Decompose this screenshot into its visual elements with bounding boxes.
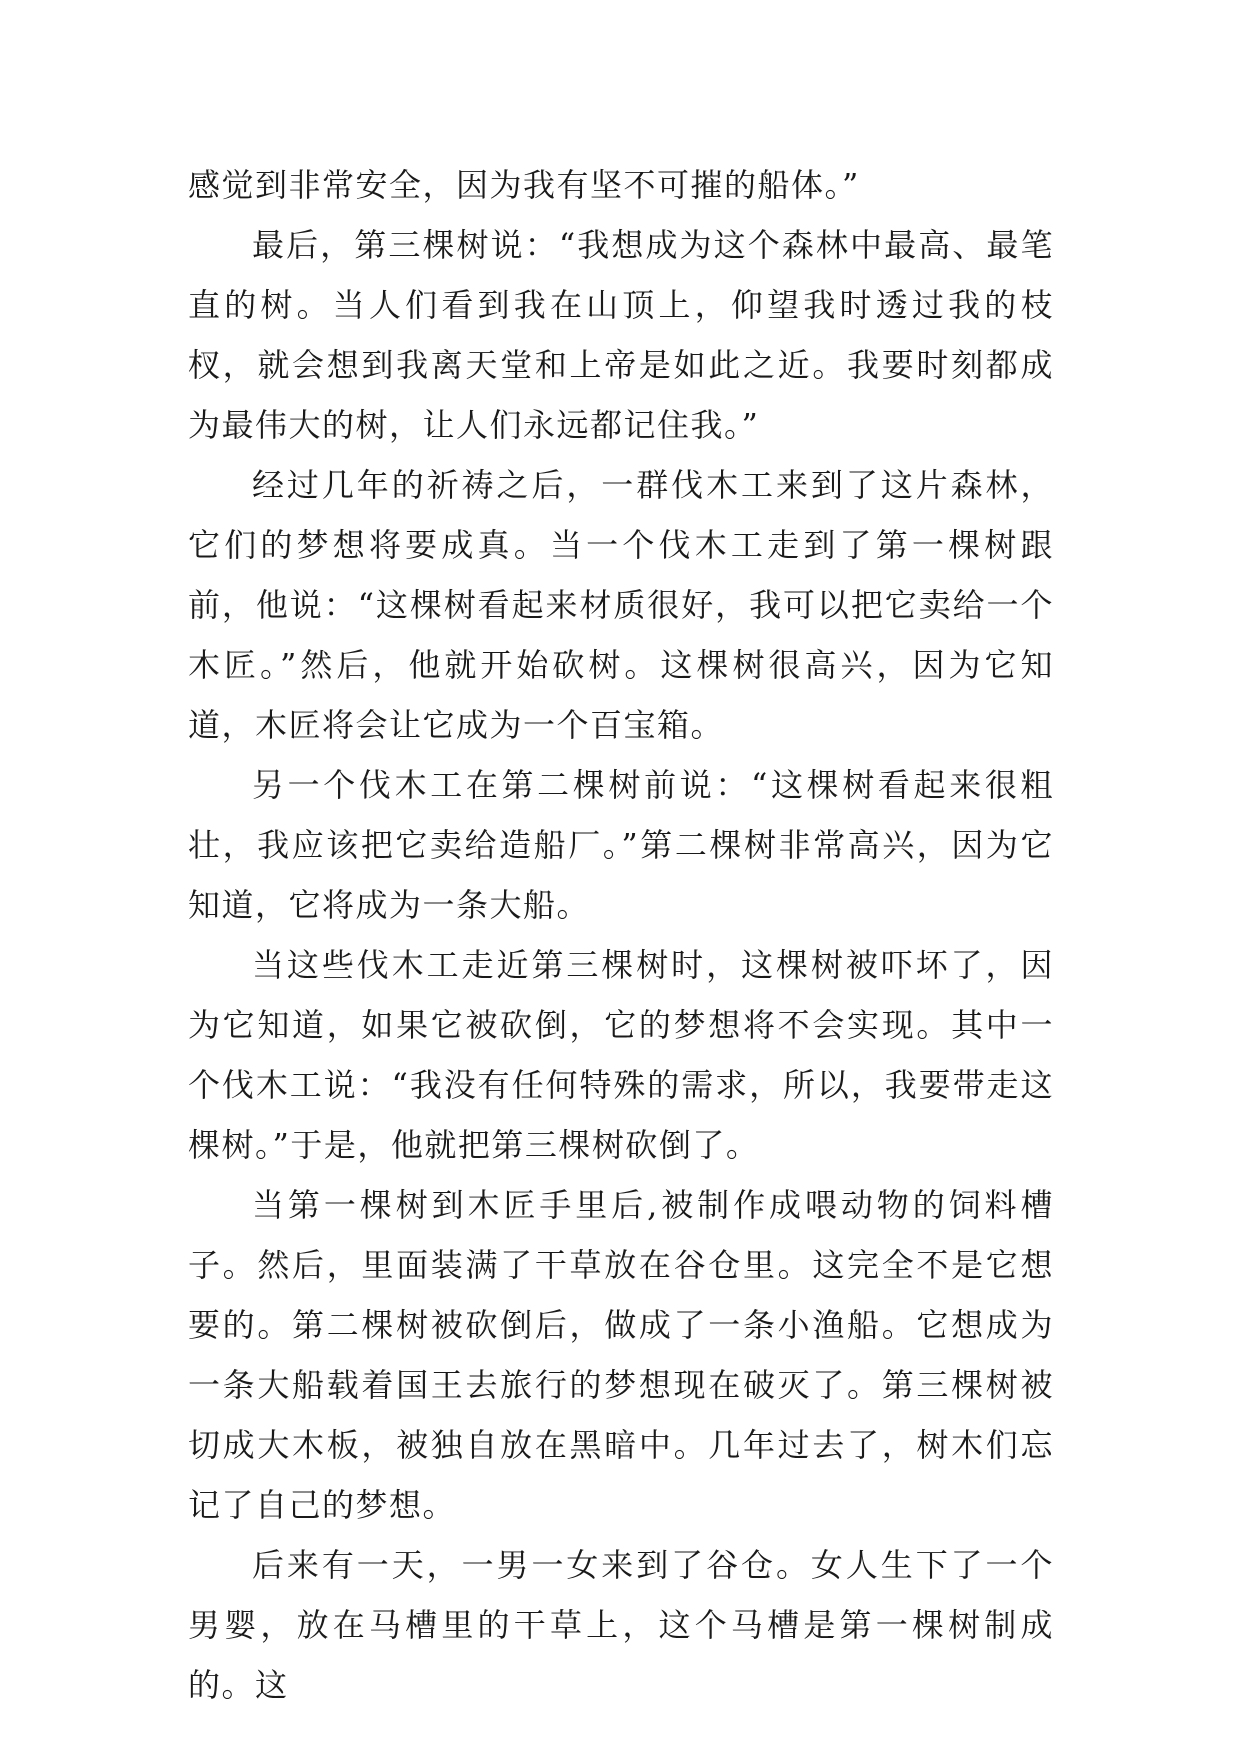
paragraph-continuation: 感觉到非常安全，因为我有坚不可摧的船体。” xyxy=(188,166,860,204)
paragraph: 后来有一天，一男一女来到了谷仓。女人生下了一个男婴，放在马槽里的干草上，这个马槽是第一棵树制成的。这 xyxy=(188,1546,1054,1704)
paragraph: 当这些伐木工走近第三棵树时，这棵树被吓坏了，因为它知道，如果它被砍倒，它的梦想将不会实现。其中一个伐木工说：“我没有任何特殊的需求，所以，我要带走这棵树。”于是，他就把第三棵树砍倒了。 xyxy=(188,946,1054,1164)
paragraph: 经过几年的祈祷之后，一群伐木工来到了这片森林，它们的梦想将要成真。当一个伐木工走到了第一棵树跟前，他说：“这棵树看起来材质很好，我可以把它卖给一个木匠。”然后，他就开始砍树。这棵树很高兴，因为它知道，木匠将会让它成为一个百宝箱。 xyxy=(188,466,1054,744)
document-body xyxy=(188,155,1054,1715)
paragraph: 最后，第三棵树说：“我想成为这个森林中最高、最笔直的树。当人们看到我在山顶上，仰望我时透过我的枝杈，就会想到我离天堂和上帝是如此之近。我要时刻都成为最伟大的树，让人们永远都记住我。” xyxy=(188,226,1054,444)
paragraph: 当第一棵树到木匠手里后,被制作成喂动物的饲料槽子。然后，里面装满了干草放在谷仓里。这完全不是它想要的。第二棵树被砍倒后，做成了一条小渔船。它想成为一条大船载着国王去旅行的梦想现在破灭了。第三棵树被切成大木板，被独自放在黑暗中。几年过去了，树木们忘记了自己的梦想。 xyxy=(188,1186,1054,1524)
paragraph: 另一个伐木工在第二棵树前说：“这棵树看起来很粗壮，我应该把它卖给造船厂。”第二棵树非常高兴，因为它知道，它将成为一条大船。 xyxy=(188,766,1054,924)
